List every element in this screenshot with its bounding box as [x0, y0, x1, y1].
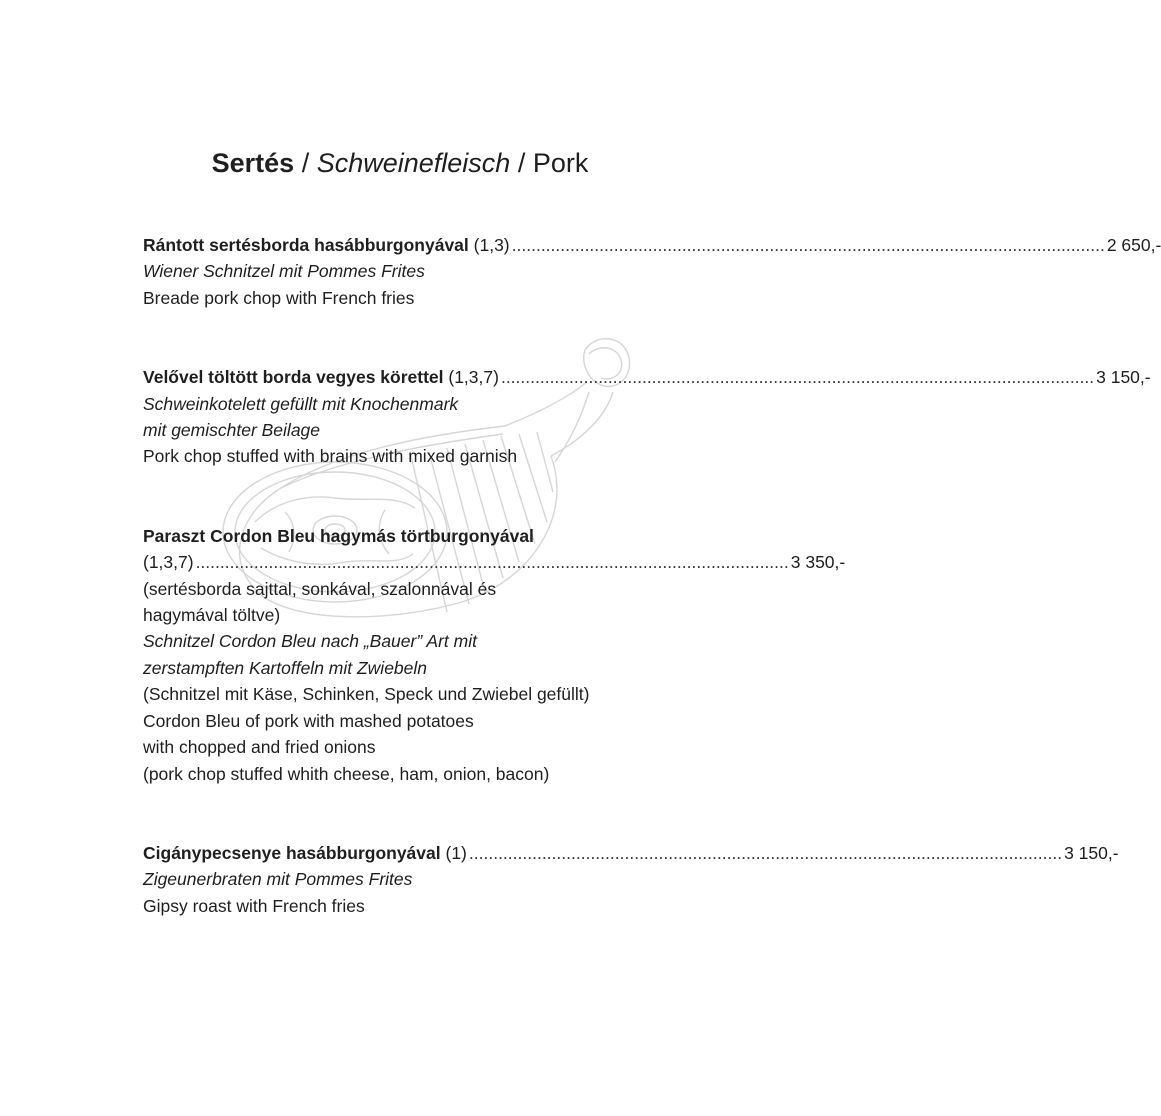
item-header — [143, 840, 1119, 866]
item-price: 3 150,- — [1064, 842, 1119, 863]
item-name: Velővel töltött borda vegyes körettel — [143, 367, 444, 388]
item-desc-hu: (sertésborda sajttal, sonkával, szalonnával és — [143, 578, 497, 599]
item-desc-en: Breade pork chop with French fries — [143, 287, 415, 308]
item-desc-de: zerstampften Kartoffeln mit Zwiebeln — [143, 657, 428, 678]
item-header — [143, 364, 1151, 390]
item-header — [143, 232, 1161, 258]
item-desc-de: Schweinkotelett gefüllt mit Knochenmark — [143, 393, 459, 414]
item-desc-en: Cordon Bleu of pork with mashed potatoes — [143, 710, 474, 731]
leader-dots: .......................................................................................................................... — [468, 842, 1063, 863]
item-desc-en: Pork chop stuffed with brains with mixed garnish — [143, 446, 518, 467]
item-desc-de: mit gemischter Beilage — [143, 420, 321, 441]
item-desc-en: Gipsy roast with French fries — [143, 895, 365, 916]
item-desc-de-plain: (Schnitzel mit Käse, Schinken, Speck und Zwiebel gefüllt) — [143, 684, 590, 705]
item-price: 3 150,- — [1096, 367, 1151, 388]
item-allergens: (1,3) — [473, 235, 510, 255]
leader-dots: .......................................................................................................................... — [195, 552, 789, 573]
menu-items — [143, 232, 1161, 919]
item-price: 2 650,- — [1106, 235, 1161, 255]
title-de: Schweinefleisch — [316, 148, 511, 178]
title-en: Pork — [532, 148, 589, 178]
title-hu: Sertés — [211, 148, 295, 178]
leader-dots: .......................................................................................................................... — [511, 235, 1105, 255]
item-name: Cigánypecsenye hasábburgonyával — [143, 842, 441, 863]
item-desc-de: Schnitzel Cordon Bleu nach „Bauer” Art mit — [143, 631, 477, 652]
page-title — [0, 145, 800, 181]
item-desc-en: (pork chop stuffed whith cheese, ham, onion, bacon) — [143, 763, 550, 784]
title-separator: / — [294, 148, 317, 178]
menu-item — [143, 840, 1119, 919]
item-allergens: (1) — [445, 842, 467, 863]
item-allergens: (1,3,7) — [448, 367, 499, 388]
item-desc-de: Wiener Schnitzel mit Pommes Frites — [143, 261, 425, 282]
item-price: 3 350,- — [790, 552, 846, 573]
item-header — [143, 549, 846, 575]
item-allergens: (1,3,7) — [143, 552, 194, 573]
item-desc-en: with chopped and fried onions — [143, 737, 376, 758]
item-name: Paraszt Cordon Bleu hagymás törtburgonyával — [143, 525, 534, 546]
menu-item — [143, 523, 846, 787]
menu-item — [143, 232, 1161, 311]
item-desc-hu: hagymával töltve) — [143, 605, 281, 626]
leader-dots: .......................................................................................................................... — [500, 367, 1095, 388]
title-separator: / — [510, 148, 533, 178]
item-desc-de: Zigeunerbraten mit Pommes Frites — [143, 869, 413, 890]
menu-item — [143, 364, 1151, 470]
item-name: Rántott sertésborda hasábburgonyával — [143, 235, 469, 255]
